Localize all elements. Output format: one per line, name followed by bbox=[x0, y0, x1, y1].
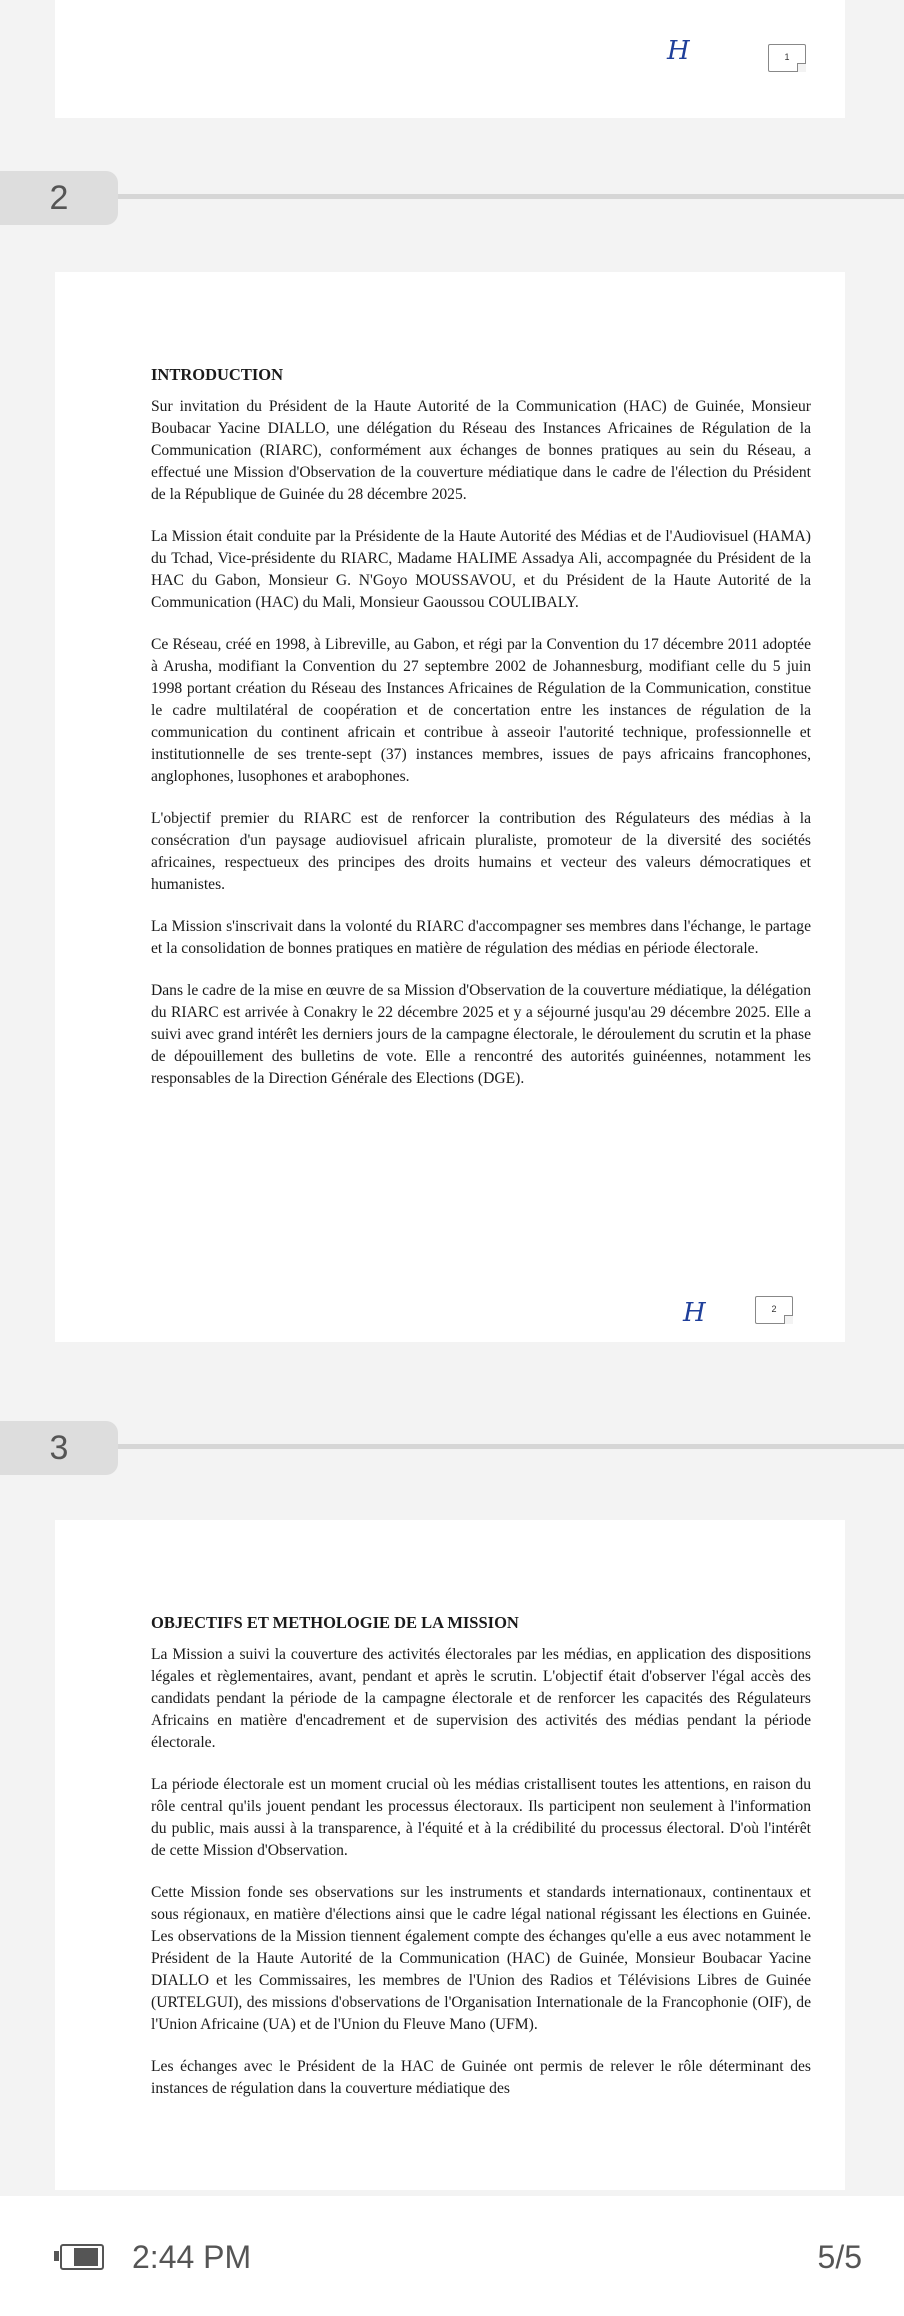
paragraph: Ce Réseau, créé en 1998, à Libreville, au Gabon, et régi par la Convention du 17 décembre 2011 adoptée à Arusha, modifiant la Convention du 27 septembre 2002 de Johannesburg, modifiant celle du 5 juin 1998 portant création du Réseau des Instances Africaines de Régulation de la Communication, constitue le cadre multilatéral de coopération et de concertation entre les instances de régulation de la communication du continent africain et contribue à asseoir l'autorité technique, professionnelle et institutionnelle de ses trente-sept (37) instances membres, issues de pays africains francophones, anglophones, lusophones et arabophones. bbox=[151, 636, 811, 785]
page-tab-3[interactable]: 3 bbox=[0, 1421, 118, 1475]
paragraph: La Mission a suivi la couverture des activités électorales par les médias, en application des dispositions légales et règlementaires, avant, pendant et après le scrutin. L'objectif était d'observer l'égal accès des candidats pendant la période de la campagne électorale et de renforcer les capacités des Régulateurs Africains en matière d'encadrement et de supervision des activités des médias pendant la période électorale. bbox=[151, 1646, 811, 1751]
document-page-3 bbox=[55, 1520, 845, 2190]
page-divider bbox=[118, 1444, 904, 1449]
paragraph: La Mission était conduite par la Présidente de la Haute Autorité des Médias et de l'Audiovisuel (HAMA) du Tchad, Vice-présidente du RIARC, Madame HALIME Assadya Ali, accompagnée du Président de la HAC du Gabon, Monsieur G. N'Goyo MOUSSAVOU, et du Président de la Haute Autorité de la Communication (HAC) du Mali, Monsieur Gaoussou COULIBALY. bbox=[151, 528, 811, 611]
clock: 2:44 PM bbox=[132, 2239, 252, 2275]
paragraph: La Mission s'inscrivait dans la volonté du RIARC d'accompagner ses membres dans l'échange, le partage et la consolidation de bonnes pratiques en matière de régulation des médias en période électorale. bbox=[151, 918, 811, 957]
page-number-box: 1 bbox=[768, 44, 806, 72]
paragraph: Cette Mission fonde ses observations sur les instruments et standards internationaux, continentaux et sous régionaux, en matière d'élections ainsi que le cadre légal national régissant les élections en Guinée. Les observations de la Mission tiennent également compte des échanges qu'elle a eus avec notamment le Président de la Haute Autorité de la Communication (HAC) de Guinée, Monsieur Boubacar Yacine DIALLO et les Commissaires, les membres de l'Union des Radios et Télévisions Libres de Guinée (URTELGUI), des missions d'observations de l'Organisation Internationale de la Francophonie (OIF), de l'Union Africaine (UA) et de l'Union du Fleuve Mano (UFM). bbox=[151, 1884, 811, 2033]
status-bar bbox=[0, 2196, 904, 2316]
page-indicator: 5/5 bbox=[817, 2239, 862, 2275]
signature-initials: H bbox=[667, 36, 688, 66]
document-page-1 bbox=[55, 0, 845, 118]
paragraph: Les échanges avec le Président de la HAC de Guinée ont permis de relever le rôle déterminant des instances de régulation dans la couverture médiatique des bbox=[151, 2058, 811, 2097]
page-divider bbox=[118, 194, 904, 199]
paragraph: Sur invitation du Président de la Haute Autorité de la Communication (HAC) de Guinée, Monsieur Boubacar Yacine DIALLO, une délégation du Réseau des Instances Africaines de Régulation de la Communication (RIARC), conformément aux échanges de bonnes pratiques au sein du Réseau, a effectué une Mission d'Observation de la couverture médiatique dans le cadre de l'élection du Président de la République de Guinée du 28 décembre 2025. bbox=[151, 398, 811, 503]
page-content bbox=[151, 1612, 811, 2120]
page-tab-2[interactable]: 2 bbox=[0, 171, 118, 225]
page-content bbox=[151, 364, 811, 1110]
page-number-box: 2 bbox=[755, 1296, 793, 1324]
battery-icon bbox=[54, 2244, 106, 2268]
section-heading: INTRODUCTION bbox=[151, 365, 284, 384]
paragraph: Dans le cadre de la mise en œuvre de sa Mission d'Observation de la couverture médiatique, la délégation du RIARC est arrivée à Conakry le 22 décembre 2025 et y a séjourné jusqu'au 29 décembre 2025. Elle a suivi avec grand intérêt les derniers jours de la campagne électorale, le déroulement du scrutin et la phase de dépouillement des bulletins de vote. Elle a rencontré des autorités guinéennes, notamment les responsables de la Direction Générale des Elections (DGE). bbox=[151, 982, 811, 1087]
document-page-2 bbox=[55, 272, 845, 1342]
paragraph: La période électorale est un moment crucial où les médias cristallisent toutes les attentions, en raison du rôle central qu'ils jouent pendant les processus électoraux. Ils participent non seulement à l'information du public, mais aussi à la transparence, à l'équité et à la crédibilité du processus électoral. D'où l'intérêt de cette Mission d'Observation. bbox=[151, 1776, 811, 1859]
signature-initials: H bbox=[683, 1298, 704, 1328]
paragraph: L'objectif premier du RIARC est de renforcer la contribution des Régulateurs des médias à la consécration d'un paysage audiovisuel africain pluraliste, promoteur de la diversité des sociétés africaines, respectueux des principes des droits humains et vecteur des valeurs démocratiques et humanistes. bbox=[151, 810, 811, 893]
section-heading: OBJECTIFS ET METHOLOGIE DE LA MISSION bbox=[151, 1613, 519, 1632]
